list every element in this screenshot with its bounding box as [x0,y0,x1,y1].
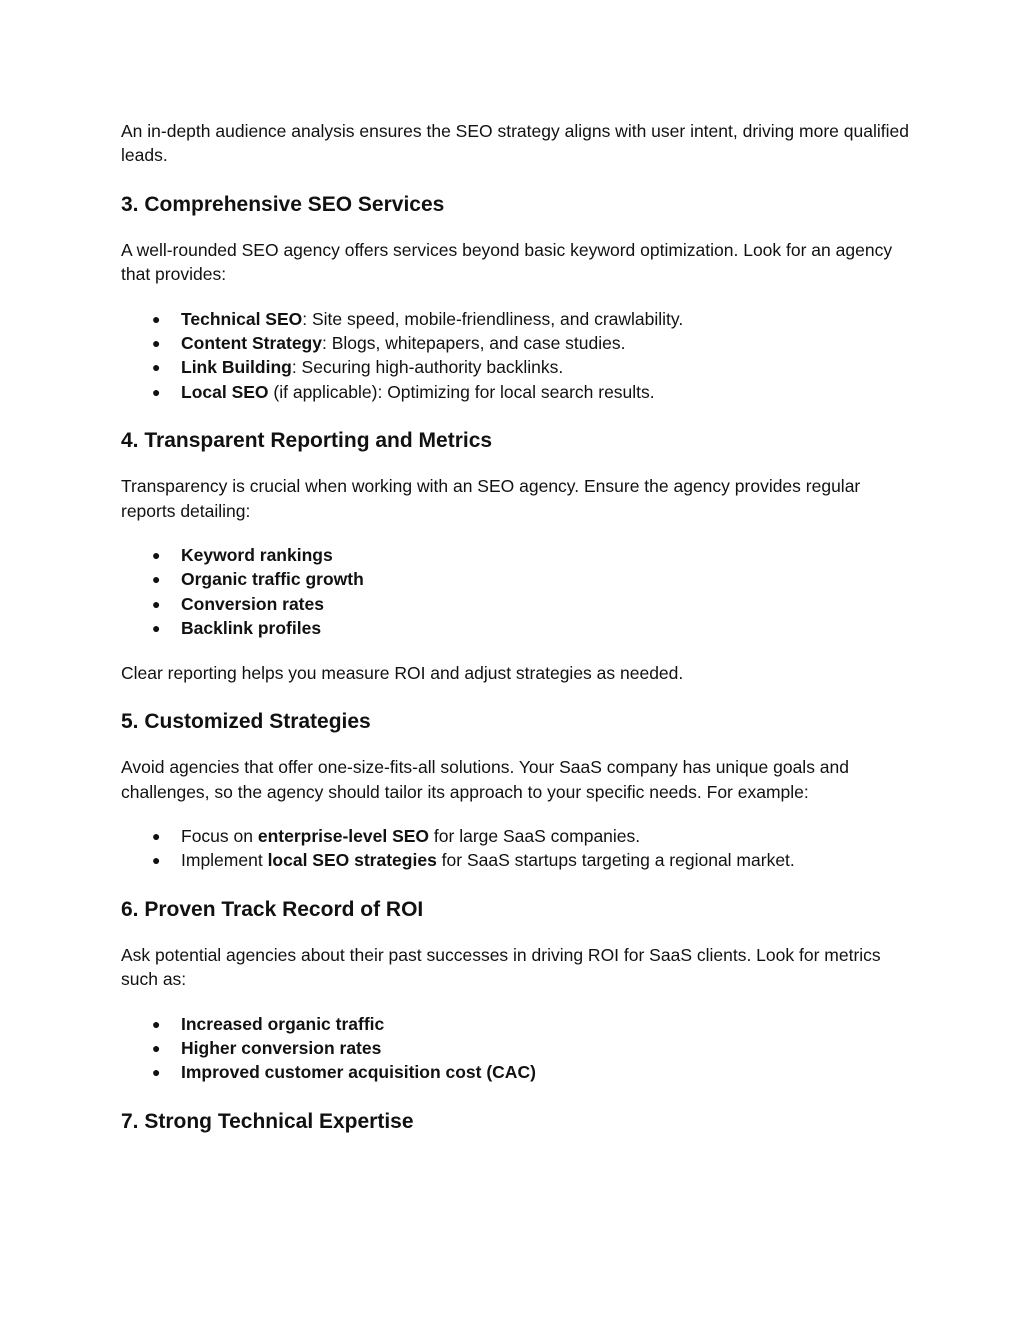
list-item [121,848,911,872]
bullet-icon: ● [152,827,161,844]
list-item [121,355,911,379]
item-text-suffix: for SaaS startups targeting a regional market. [436,850,795,871]
list-item [121,331,911,355]
item-text: : Site speed, mobile-friendliness, and crawlability. [302,308,684,329]
item-bold-term: Higher conversion rates [181,1037,382,1058]
section-3-paragraph: A well-rounded SEO agency offers services beyond basic keyword optimization. Look for an agency that provides: [121,239,893,285]
list-item [121,567,911,591]
roi-metrics-list [121,1012,911,1085]
item-bold-term: Local SEO [181,381,269,402]
bullet-icon: ● [152,1039,161,1056]
list-item [121,1012,911,1036]
item-bold-term: enterprise-level SEO [257,825,430,846]
section-6-paragraph: Ask potential agencies about their past successes in driving ROI for SaaS clients. Look for metrics such as: [121,944,881,990]
bullet-icon: ● [152,335,161,352]
document-content [121,119,911,1136]
bullet-icon: ● [152,595,161,612]
list-item [121,1036,911,1060]
list-item [121,1060,911,1084]
item-text-suffix: for large SaaS companies. [429,825,641,846]
section-6-heading: 6. Proven Track Record of ROI [121,897,424,921]
bullet-icon: ● [152,571,161,588]
services-list [121,307,911,405]
bullet-icon: ● [152,359,161,376]
section-4-paragraph: Transparency is crucial when working with an SEO agency. Ensure the agency provides regular reports detailing: [121,476,861,521]
item-bold-term: Increased organic traffic [181,1013,385,1034]
list-item [121,543,911,567]
bullet-icon: ● [152,620,161,637]
item-bold-term: Keyword rankings [181,545,333,566]
list-item [121,380,911,404]
metrics-list [121,543,911,641]
item-bold-term: Technical SEO [181,308,303,329]
bullet-icon: ● [152,1064,161,1081]
item-bold-term: Organic traffic growth [181,569,364,590]
section-5-paragraph: Avoid agencies that offer one-size-fits-all solutions. Your SaaS company has unique goals and challenges, so the agency should tailor its approach to your specific needs. For example: [121,757,850,802]
item-bold-term: Improved customer acquisition cost (CAC) [181,1062,536,1083]
item-bold-term: Content Strategy [181,333,322,354]
section-5-heading: 5. Customized Strategies [121,710,371,734]
item-text-prefix: Focus on [181,825,258,846]
bullet-icon: ● [152,547,161,564]
bullet-icon: ● [152,852,161,869]
strategy-examples-list [121,824,911,873]
bullet-icon: ● [152,383,161,400]
item-bold-term: Conversion rates [181,593,324,614]
section-7-heading: 7. Strong Technical Expertise [121,1109,414,1133]
section-3-heading: 3. Comprehensive SEO Services [121,192,445,216]
item-text-prefix: Implement [181,850,268,871]
bullet-icon: ● [152,310,161,327]
list-item [121,592,911,616]
list-item [121,616,911,640]
item-text: (if applicable): Optimizing for local search results. [268,381,655,402]
list-item [121,307,911,331]
bullet-icon: ● [152,1015,161,1032]
section-4-heading: 4. Transparent Reporting and Metrics [121,429,493,453]
list-item [121,824,911,848]
section-4-closing: Clear reporting helps you measure ROI and adjust strategies as needed. [121,662,684,683]
item-text: : Securing high-authority backlinks. [291,357,564,378]
item-bold-term: Link Building [181,357,292,378]
item-bold-term: local SEO strategies [267,850,437,871]
item-text: : Blogs, whitepapers, and case studies. [321,333,626,354]
item-bold-term: Backlink profiles [181,618,322,639]
intro-paragraph: An in-depth audience analysis ensures the SEO strategy aligns with user intent, driving more qualified leads. [121,121,909,166]
